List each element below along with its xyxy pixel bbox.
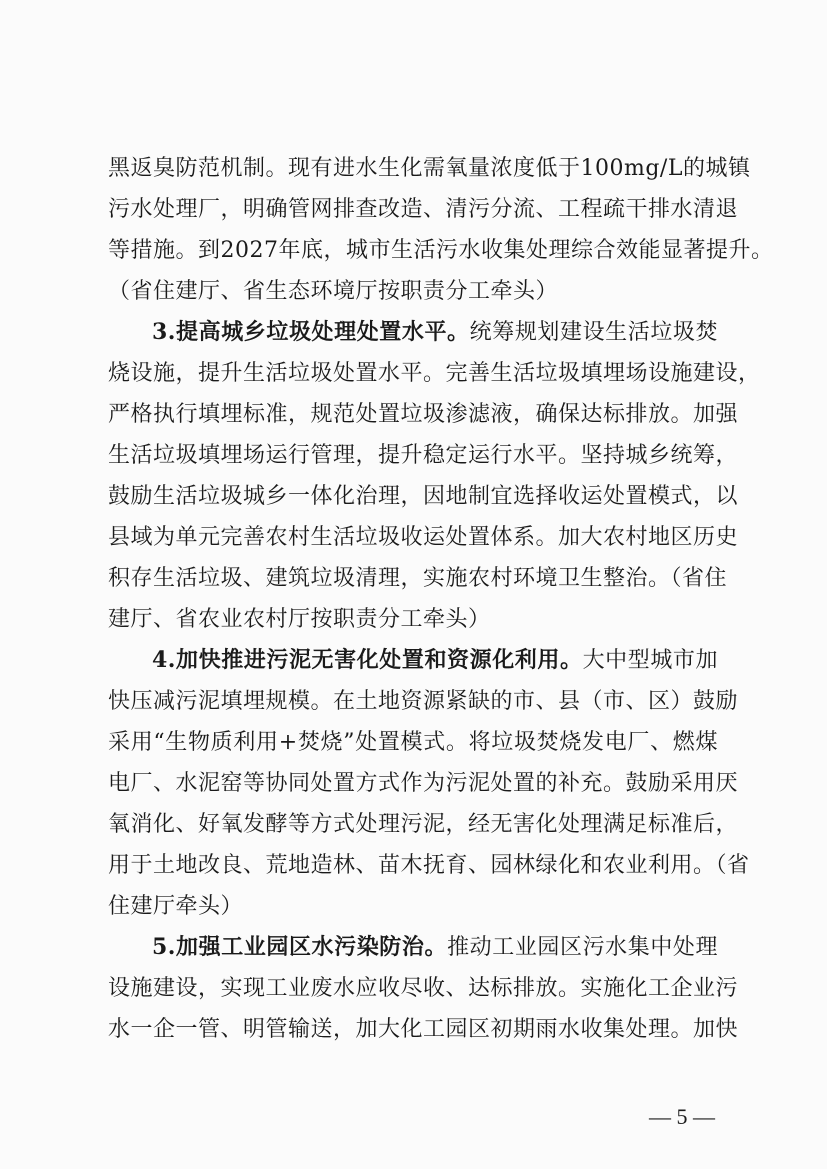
text-line: 等措施。到2027年底，城市生活污水收集处理综合效能显著提升。	[108, 238, 774, 263]
text-line: 氧消化、好氧发酵等方式处理污泥，经无害化处理满足标准后，	[108, 812, 739, 837]
text-line: 生活垃圾填埋场运行管理，提升稳定运行水平。坚持城乡统筹，	[108, 443, 739, 468]
document-body	[108, 148, 774, 1050]
text-span: 统筹规划建设生活垃圾焚	[469, 320, 718, 345]
text-line: 鼓励生活垃圾城乡一体化治理，因地制宜选择收运处置模式，以	[108, 484, 739, 509]
paragraph-garbage-treatment	[108, 312, 761, 640]
text-line: 污水处理厂，明确管网排查改造、清污分流、工程疏干排水清退	[108, 197, 739, 222]
text-line	[108, 927, 718, 968]
text-line: 采用“生物质利用+焚烧”处置模式。将垃圾焚烧发电厂、燃煤	[108, 730, 718, 755]
text-line: 严格执行填埋标准，规范处置垃圾渗滤液，确保达标排放。加强	[108, 402, 739, 427]
text-line: 积存生活垃圾、建筑垃圾清理，实施农村环境卫生整治。（省住	[108, 566, 728, 591]
page-number: — 5 —	[649, 1104, 715, 1129]
text-line: 用于土地改良、荒地造林、苗木抚育、园林绿化和农业利用。（省	[108, 853, 750, 878]
text-line: （省住建厅、省生态环境厅按职责分工牵头）	[108, 279, 559, 304]
text-line: 设施建设，实现工业废水应收尽收、达标排放。实施化工企业污	[108, 976, 739, 1001]
text-line: 县域为单元完善农村生活垃圾收运处置体系。加大农村地区历史	[108, 525, 739, 550]
text-line: 建厅、省农业农村厅按职责分工牵头）	[108, 607, 491, 632]
section-heading: 4.加快推进污泥无害化处置和资源化利用。	[152, 647, 583, 673]
text-line: 黑返臭防范机制。现有进水生化需氧量浓度低于100mg/L的城镇	[108, 156, 751, 181]
text-span: 大中型城市加	[582, 648, 718, 673]
paragraph-sewage-continuation	[108, 148, 774, 312]
text-line: 烧设施，提升生活垃圾处置水平。完善生活垃圾填埋场设施建设，	[108, 361, 761, 386]
section-heading: 3.提高城乡垃圾处理处置水平。	[152, 319, 470, 345]
paragraph-industrial-park	[108, 927, 739, 1050]
text-line: 水一企一管、明管输送，加大化工园区初期雨水收集处理。加快	[108, 1017, 739, 1042]
text-line: 住建厅牵头）	[108, 894, 244, 919]
text-span: 推动工业园区污水集中处理	[447, 935, 718, 960]
section-heading: 5.加强工业园区水污染防治。	[152, 934, 448, 960]
text-line: 快压减污泥填埋规模。在土地资源紧缺的市、县（市、区）鼓励	[108, 689, 739, 714]
text-line	[108, 640, 718, 681]
text-line	[108, 312, 718, 353]
paragraph-sludge-disposal	[108, 640, 750, 927]
text-line: 电厂、水泥窑等协同处置方式作为污泥处置的补充。鼓励采用厌	[108, 771, 739, 796]
